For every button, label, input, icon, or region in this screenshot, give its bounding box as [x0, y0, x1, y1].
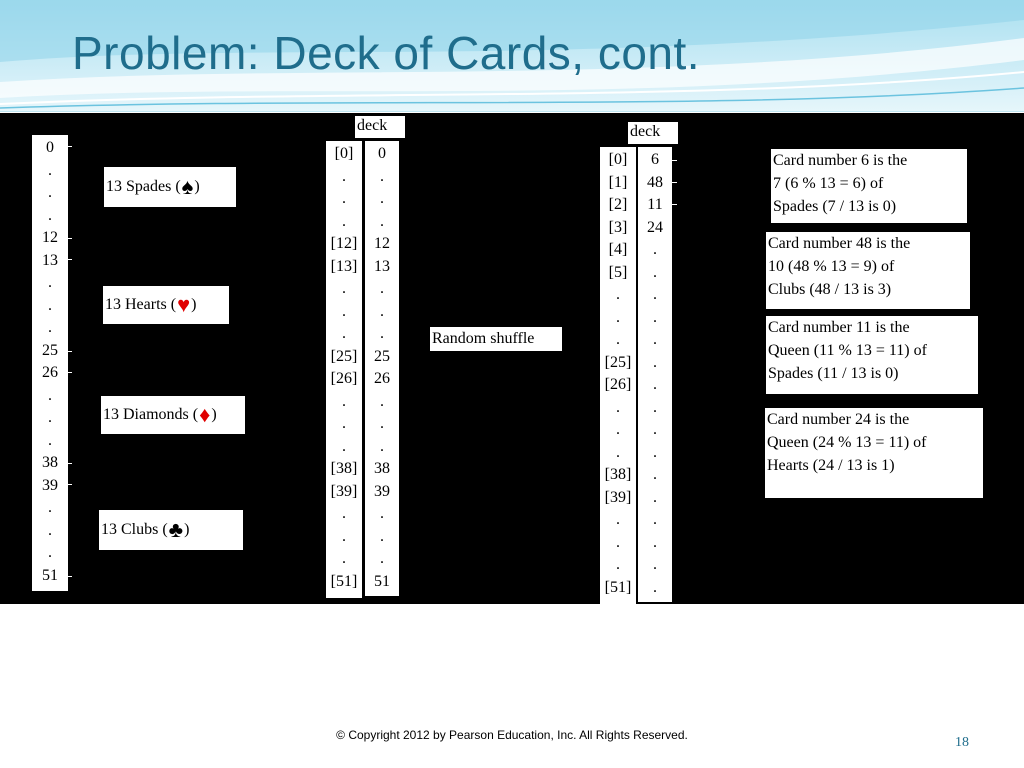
deck-before-index: [25]: [330, 347, 358, 365]
deck-after-index: [0]: [608, 151, 628, 168]
deck-after-index: [4]: [608, 241, 628, 258]
card-number-item: 0: [46, 139, 54, 156]
card-number-item: 13: [42, 251, 58, 269]
card-number-item: 25: [42, 341, 58, 359]
deck-after-value: .: [653, 398, 657, 416]
slide-title: Problem: Deck of Cards, cont.: [72, 27, 701, 79]
deck-after-value: .: [653, 263, 657, 281]
spade-icon: ♠: [181, 174, 194, 199]
deck-after-value: .: [653, 443, 657, 461]
deck-after-value: .: [653, 376, 657, 393]
note-line: Card number 6 is the: [773, 152, 908, 169]
deck-before-value: .: [380, 437, 384, 455]
deck-before-index: .: [342, 527, 346, 545]
deck-after-value: 24: [647, 218, 663, 236]
tick-mark: [66, 372, 72, 373]
suit-clubs-close: ): [184, 521, 190, 538]
deck-after-index: [26]: [604, 376, 632, 393]
card-number-item: 38: [42, 454, 58, 471]
suit-diamonds-close: ): [211, 406, 217, 423]
deck-after-value: 11: [647, 196, 663, 213]
deck-after-value: .: [653, 556, 657, 573]
deck-after-index: [39]: [604, 488, 632, 506]
deck-after-index: [51]: [604, 578, 632, 596]
deck-after-value: .: [653, 331, 657, 348]
note-line: Card number 11 is the: [768, 319, 910, 336]
deck-after-index: [3]: [608, 218, 628, 236]
deck-after-index: [2]: [608, 196, 628, 213]
deck-after-index: .: [616, 398, 620, 416]
suit-hearts-text: 13 Hearts (: [105, 296, 177, 313]
deck-before-index: .: [342, 325, 346, 342]
suit-label-hearts: [103, 286, 229, 324]
card-number-item: .: [48, 544, 52, 561]
deck-before-value: .: [380, 280, 384, 297]
deck-before-value: 39: [374, 482, 390, 500]
deck-after-value: .: [653, 421, 657, 438]
card-number-item: 26: [42, 364, 58, 381]
note-card-11: [766, 316, 978, 394]
deck-after-value: .: [653, 308, 657, 326]
tick-mark: [66, 576, 72, 577]
page-number: 18: [955, 735, 969, 750]
deck-after-value: .: [653, 578, 657, 596]
deck-before-value: 26: [374, 370, 390, 387]
deck-before-index: .: [342, 302, 346, 320]
deck-after-indices-column: [600, 147, 636, 604]
deck-before-index: .: [342, 212, 346, 230]
tick-mark: [66, 259, 72, 260]
tick-mark: [66, 484, 72, 485]
card-number-item: .: [48, 386, 52, 404]
deck-before-value: 0: [378, 145, 386, 162]
deck-after-value: 48: [647, 173, 663, 191]
deck-after-index: [1]: [608, 173, 628, 191]
deck-after-index: .: [616, 331, 620, 348]
suit-spades-close: ): [194, 178, 200, 195]
deck-after-index: .: [616, 286, 620, 303]
deck-after-value: 6: [651, 151, 659, 168]
deck-before-index: [0]: [334, 145, 354, 162]
deck-before-value: 12: [374, 235, 390, 252]
deck-before-value: .: [380, 415, 384, 432]
deck-before-value: .: [380, 527, 384, 545]
note-line: Spades (7 / 13 is 0): [773, 198, 897, 215]
deck-before-index: [12]: [330, 235, 358, 252]
deck-after-value: .: [653, 466, 657, 483]
tick-mark: [671, 182, 677, 183]
deck-after-value: .: [653, 286, 657, 303]
deck-before-index: .: [342, 550, 346, 567]
deck-before-index: [38]: [330, 460, 358, 477]
card-number-item: .: [48, 274, 52, 291]
card-number-item: .: [48, 184, 52, 201]
copyright-footer: © Copyright 2012 by Pearson Education, Inc. All Rights Reserved.: [336, 728, 688, 742]
deck-after-index: .: [616, 308, 620, 326]
deck-after-value: .: [653, 353, 657, 371]
deck-before-indices-column: [326, 141, 362, 598]
tick-mark: [66, 463, 72, 464]
deck-after-value: .: [653, 488, 657, 506]
suit-clubs-text: 13 Clubs (: [101, 521, 168, 538]
card-number-item: .: [48, 296, 52, 314]
note-line: Clubs (48 / 13 is 3): [768, 281, 892, 298]
deck-before-index: .: [342, 505, 346, 522]
card-number-item: .: [48, 521, 52, 539]
deck-before-index: .: [342, 190, 346, 207]
diamond-icon: ♦: [199, 402, 211, 427]
deck-after-index: .: [616, 533, 620, 551]
tick-mark: [66, 238, 72, 239]
deck-after-value: .: [653, 533, 657, 551]
deck-before-value: 25: [374, 347, 390, 365]
deck-after-index: .: [616, 511, 620, 528]
deck-before-index: .: [342, 392, 346, 410]
card-number-item: .: [48, 319, 52, 336]
card-number-item: .: [48, 431, 52, 449]
deck-after-index: [5]: [608, 263, 628, 281]
deck-label-after: deck: [628, 122, 678, 144]
note-line: Spades (11 / 13 is 0): [768, 365, 899, 382]
note-line: Card number 24 is the: [767, 411, 910, 428]
deck-before-value: 38: [374, 460, 390, 477]
deck-before-value: .: [380, 167, 384, 185]
deck-before-index: [26]: [330, 370, 358, 387]
random-shuffle-label: Random shuffle: [430, 327, 562, 351]
card-number-item: .: [48, 499, 52, 516]
deck-after-value: .: [653, 241, 657, 258]
suit-hearts-close: ): [191, 296, 197, 313]
card-number-item: 51: [42, 566, 58, 584]
note-line: Card number 48 is the: [768, 235, 911, 252]
deck-before-value: .: [380, 212, 384, 230]
deck-before-index: .: [342, 437, 346, 455]
deck-before-index: .: [342, 415, 346, 432]
deck-before-value: .: [380, 302, 384, 320]
deck-after-index: .: [616, 421, 620, 438]
deck-before-value: .: [380, 325, 384, 342]
card-number-item: .: [48, 409, 52, 426]
deck-before-index: .: [342, 280, 346, 297]
note-card-24: [765, 408, 983, 498]
card-number-item: 12: [42, 229, 58, 246]
deck-before-values-column: [365, 141, 399, 596]
tick-mark: [671, 160, 677, 161]
club-icon: ♣: [168, 517, 184, 542]
suit-diamonds-text: 13 Diamonds (: [103, 406, 199, 423]
deck-after-index: .: [616, 443, 620, 461]
deck-after-index: [38]: [604, 466, 632, 483]
note-line: Queen (24 % 13 = 11) of: [767, 434, 927, 451]
note-card-48: [766, 232, 970, 309]
suit-label-diamonds: [101, 396, 245, 434]
note-line: Hearts (24 / 13 is 1): [767, 457, 895, 474]
deck-before-value: .: [380, 392, 384, 410]
deck-before-value: .: [380, 550, 384, 567]
deck-before-index: [13]: [330, 257, 358, 275]
card-number-item: 39: [42, 476, 58, 494]
card-number-item: .: [48, 206, 52, 224]
heart-icon: ♥: [177, 292, 191, 317]
deck-before-value: .: [380, 190, 384, 207]
card-numbers-column: [32, 135, 68, 591]
deck-before-index: [39]: [330, 482, 358, 500]
deck-before-value: .: [380, 505, 384, 522]
note-line: 10 (48 % 13 = 9) of: [768, 258, 895, 275]
note-line: 7 (6 % 13 = 6) of: [773, 175, 884, 192]
note-line: Queen (11 % 13 = 11) of: [768, 342, 927, 359]
deck-label-before: deck: [355, 116, 405, 138]
tick-mark: [66, 351, 72, 352]
deck-after-values-column: [638, 147, 672, 602]
suit-label-spades: [104, 167, 236, 207]
suit-label-clubs: [99, 510, 243, 550]
tick-mark: [671, 204, 677, 205]
deck-before-value: 13: [374, 257, 390, 275]
note-card-6: [771, 149, 967, 223]
deck-after-value: .: [653, 511, 657, 528]
header-band: [0, 0, 1024, 112]
tick-mark: [66, 146, 72, 147]
card-number-item: .: [48, 161, 52, 179]
deck-before-index: .: [342, 167, 346, 185]
deck-before-index: [51]: [330, 572, 358, 590]
deck-after-index: [25]: [604, 353, 632, 371]
suit-spades-text: 13 Spades (: [106, 178, 181, 195]
deck-before-value: 51: [374, 572, 390, 590]
deck-after-index: .: [616, 556, 620, 573]
